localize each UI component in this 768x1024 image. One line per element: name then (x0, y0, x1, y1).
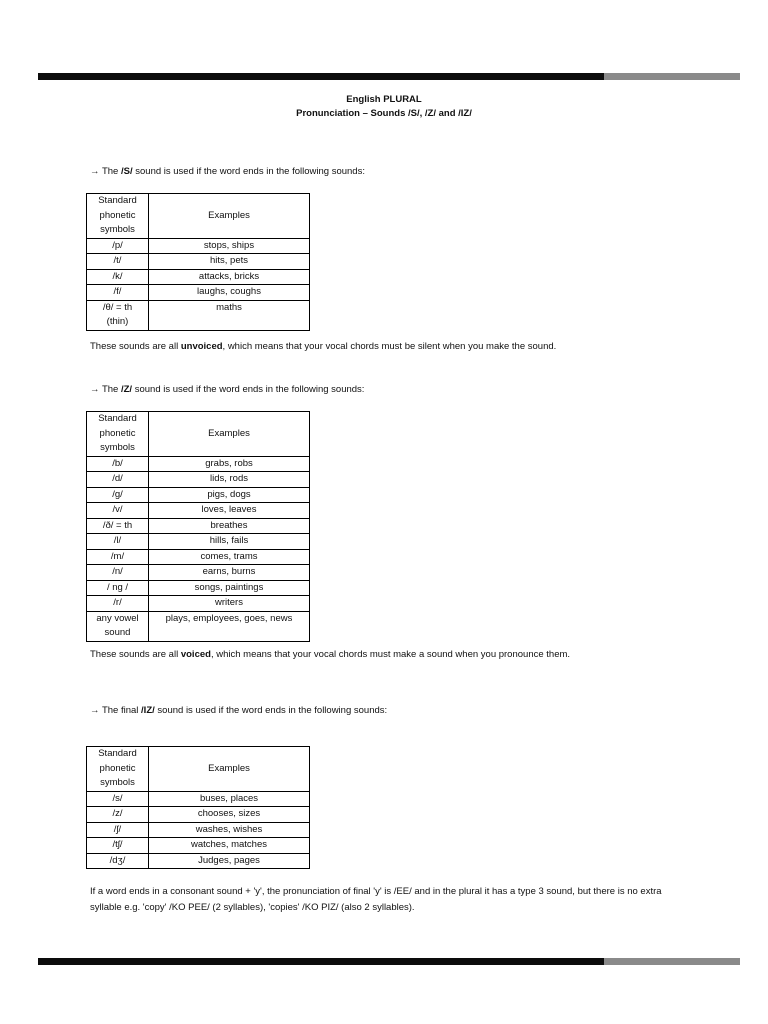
examples-cell: hits, pets (149, 254, 310, 270)
section-z-intro (90, 384, 364, 395)
examples-cell: earns, burns (149, 565, 310, 581)
examples-cell: chooses, sizes (149, 807, 310, 823)
table-row (87, 518, 310, 534)
phonetic-symbol-cell: /p/ (87, 238, 149, 254)
bottom-rule-dark (38, 958, 604, 965)
phonetic-symbol-cell: /ð/ = th (87, 518, 149, 534)
note-bold: unvoiced (180, 341, 223, 352)
phonetic-symbol-cell: /dʒ/ (87, 853, 149, 869)
page-subtitle: Pronunciation – Sounds /S/, /Z/ and /IZ/ (296, 108, 472, 119)
phonetic-symbol-cell: /f/ (87, 285, 149, 301)
header-examples-cell: Examples (149, 747, 310, 792)
examples-cell: stops, ships (149, 238, 310, 254)
phonetic-symbol-cell: any vowel sound (87, 611, 149, 641)
table-header-row (87, 194, 310, 239)
examples-cell: washes, wishes (149, 822, 310, 838)
phonetic-symbol-cell: /m/ (87, 549, 149, 565)
phonetic-symbol-cell: /d/ (87, 472, 149, 488)
phonetic-symbol-cell: /n/ (87, 565, 149, 581)
phonetic-symbol-cell: /ʃ/ (87, 822, 149, 838)
examples-cell: attacks, bricks (149, 269, 310, 285)
phonetic-symbol-cell: /θ/ = th (thin) (87, 300, 149, 330)
table-row (87, 254, 310, 270)
table-iz-sounds (86, 746, 310, 869)
table-row (87, 565, 310, 581)
table-row (87, 838, 310, 854)
table-row (87, 269, 310, 285)
examples-cell: songs, paintings (149, 580, 310, 596)
examples-cell: grabs, robs (149, 456, 310, 472)
intro-sound: /S/ (120, 166, 133, 177)
table-s-sounds (86, 193, 310, 331)
phonetic-symbol-cell: /s/ (87, 791, 149, 807)
intro-arrow: → The final (90, 705, 142, 716)
table-row (87, 456, 310, 472)
examples-cell: comes, trams (149, 549, 310, 565)
section-iz-intro (90, 705, 387, 716)
table-row (87, 853, 310, 869)
note-text: , which means that your vocal chords must be silent when you make the sound. (222, 341, 557, 352)
examples-cell: hills, fails (149, 534, 310, 550)
examples-cell: Judges, pages (149, 853, 310, 869)
header-examples-cell: Examples (149, 412, 310, 457)
intro-sound: /Z/ (120, 384, 133, 395)
intro-rest: sound is used if the word ends in the following sounds: (132, 166, 365, 177)
examples-cell: breathes (149, 518, 310, 534)
section-z-note (90, 647, 690, 663)
top-rule (38, 73, 740, 80)
table-header-row (87, 747, 310, 792)
note-text: These sounds are all (90, 649, 181, 660)
table-row (87, 549, 310, 565)
phonetic-symbol-cell: /k/ (87, 269, 149, 285)
examples-cell: plays, employees, goes, news (149, 611, 310, 641)
intro-arrow: → The (90, 384, 121, 395)
section-s-note (90, 339, 690, 355)
examples-cell: laughs, coughs (149, 285, 310, 301)
phonetic-symbol-cell: /g/ (87, 487, 149, 503)
examples-cell: loves, leaves (149, 503, 310, 519)
phonetic-symbol-cell: /tʃ/ (87, 838, 149, 854)
examples-cell: pigs, dogs (149, 487, 310, 503)
phonetic-symbol-cell: /l/ (87, 534, 149, 550)
footnote: If a word ends in a consonant sound + 'y', the pronunciation of final 'y' is /EE/ and in the plural it has a type 3 sound, but there is no extra syllable e.g. 'copy' /KO PEE/ (2 syllables), 'copies' /KO PIZ/ (also 2 syllables). (90, 886, 662, 913)
note-text: , which means that your vocal chords must make a sound when you pronounce them. (210, 649, 571, 660)
examples-cell: buses, places (149, 791, 310, 807)
header-examples-cell: Examples (149, 194, 310, 239)
table-row (87, 503, 310, 519)
examples-cell: watches, matches (149, 838, 310, 854)
top-rule-light (604, 73, 740, 80)
section-s-intro (90, 166, 365, 177)
phonetic-symbol-cell: /t/ (87, 254, 149, 270)
phonetic-symbol-cell: / ng / (87, 580, 149, 596)
header-symbol-cell: Standard phonetic symbols (87, 412, 149, 457)
top-rule-dark (38, 73, 604, 80)
phonetic-symbol-cell: /b/ (87, 456, 149, 472)
table-row (87, 238, 310, 254)
table-row (87, 472, 310, 488)
header-symbol-cell: Standard phonetic symbols (87, 194, 149, 239)
intro-arrow: → The (90, 166, 121, 177)
table-header-row (87, 412, 310, 457)
examples-cell: lids, rods (149, 472, 310, 488)
bottom-rule (38, 958, 740, 965)
table-z-sounds (86, 411, 310, 642)
table-row (87, 285, 310, 301)
phonetic-symbol-cell: /v/ (87, 503, 149, 519)
intro-rest: sound is used if the word ends in the following sounds: (154, 705, 388, 716)
table-row (87, 487, 310, 503)
note-bold: voiced (180, 649, 211, 660)
bottom-rule-light (604, 958, 740, 965)
table-row (87, 822, 310, 838)
phonetic-symbol-cell: /r/ (87, 596, 149, 612)
header-symbol-cell: Standard phonetic symbols (87, 747, 149, 792)
table-row (87, 596, 310, 612)
intro-sound: /IZ/ (141, 705, 155, 716)
table-row (87, 534, 310, 550)
table-row (87, 611, 310, 641)
table-row (87, 580, 310, 596)
examples-cell: writers (149, 596, 310, 612)
examples-cell: maths (149, 300, 310, 330)
intro-rest: sound is used if the word ends in the following sounds: (132, 384, 365, 395)
page-title: English PLURAL (346, 94, 422, 105)
table-row (87, 807, 310, 823)
table-row (87, 791, 310, 807)
table-row (87, 300, 310, 330)
note-text: These sounds are all (90, 341, 181, 352)
phonetic-symbol-cell: /z/ (87, 807, 149, 823)
